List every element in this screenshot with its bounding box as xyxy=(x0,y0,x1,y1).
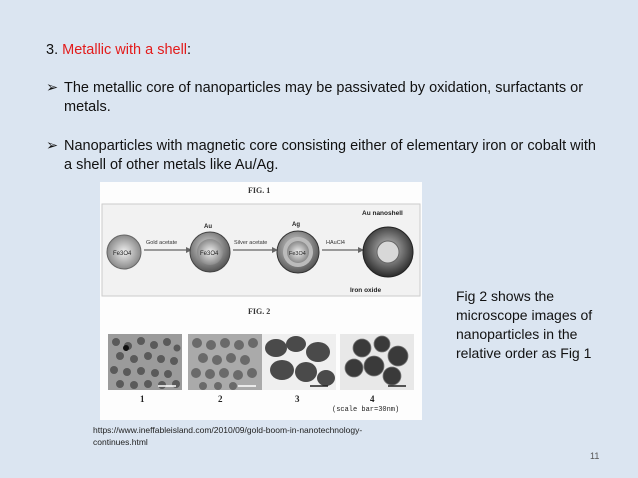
panel-label: 3 xyxy=(295,394,300,404)
figure-caption: Fig 2 shows the microscope images of nanoparticles in the relative order as Fig 1 xyxy=(456,288,593,361)
fig2-title: FIG. 2 xyxy=(248,307,271,316)
arrow-bullet-icon: ➢ xyxy=(46,138,59,154)
iron-oxide-core xyxy=(377,241,399,263)
nanoparticle-figure xyxy=(100,182,422,420)
scale-bar-note: (scale bar=30nm) xyxy=(332,406,400,414)
step2-label: Silver acetate xyxy=(234,240,268,246)
ag-label: Ag xyxy=(292,222,300,228)
bullet-text: Nanoparticles with magnetic core consisting either of elementary iron or cobalt with a shell of other metals like Au/Ag. xyxy=(64,138,596,173)
section-heading xyxy=(46,42,191,58)
step3-label: HAuCl4 xyxy=(326,240,345,246)
micrograph-2 xyxy=(188,334,262,390)
panel-label: 2 xyxy=(218,394,223,404)
bullet-item xyxy=(46,79,606,117)
page-number: 11 xyxy=(590,451,600,461)
core-label: Fe3O4 xyxy=(289,251,306,257)
step1-label: Gold acetate xyxy=(146,240,178,246)
panel-label: 1 xyxy=(140,394,145,404)
micrograph-1 xyxy=(108,334,182,390)
bullet-text: The metallic core of nanoparticles may be passivated by oxidation, surfactants or metals. xyxy=(64,80,584,115)
core-label: Fe3O4 xyxy=(113,251,132,257)
heading-title: Metallic with a shell xyxy=(62,42,188,58)
heading-number: 3. xyxy=(46,42,59,58)
core-label: Fe3O4 xyxy=(200,251,219,257)
panel-label: 4 xyxy=(370,394,375,404)
iron-oxide-label: Iron oxide xyxy=(350,287,382,294)
heading-colon: : xyxy=(187,42,192,58)
au-label: Au xyxy=(204,224,212,230)
core-shell-diagram xyxy=(100,200,422,300)
source-link[interactable]: https://www.ineffableisland.com/2010/09/gold-boom-in-nanotechnology-continues.html xyxy=(93,425,363,447)
fig1-title: FIG. 1 xyxy=(248,186,271,195)
arrow-bullet-icon: ➢ xyxy=(46,80,59,96)
micrograph-3 xyxy=(262,334,336,390)
nanoshell-label: Au nanoshell xyxy=(362,210,403,217)
micrograph-4 xyxy=(340,334,414,390)
bullet-item xyxy=(46,137,606,175)
